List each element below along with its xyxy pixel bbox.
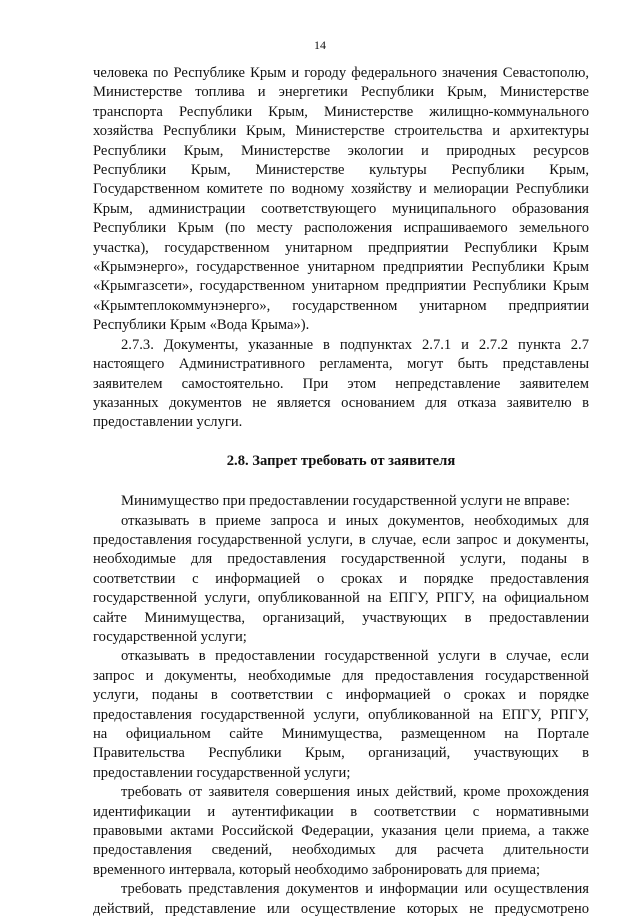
text-line: действий, представление или осуществление которых не предусмотрено xyxy=(93,900,589,917)
text-line: Республики Крым, Министерстве экологии и природных ресурсов xyxy=(93,142,589,159)
text-line: 2.7.3. Документы, указанные в подпунктах 2.7.1 и 2.7.2 пункта 2.7 xyxy=(121,336,589,353)
text-line: требовать от заявителя совершения иных действий, кроме прохождения xyxy=(121,784,589,801)
text-line: необходимые для предоставления государственной услуги, поданы в xyxy=(93,551,589,568)
text-line: на официальном сайте Минимущества, размещенном на Портале xyxy=(93,726,589,742)
text-line: человека по Республике Крым и городу федерального значения Севастополю, xyxy=(93,65,589,81)
paragraph-intro xyxy=(93,492,589,511)
text-line: предоставления государственной услуги, опубликованной на ЕПГУ, РПГУ, xyxy=(93,706,589,723)
text-line: отказывать в предоставлении государственной услуги в случае, если xyxy=(121,648,589,665)
text-line: предоставлении государственной услуги; xyxy=(93,764,351,781)
text-line: соответствии с информацией о сроках и порядке предоставления xyxy=(93,570,589,587)
text-line: идентификации и аутентификации в соответствии с нормативными xyxy=(93,803,589,820)
text-line: запрос и документы, необходимые для предоставления государственной xyxy=(93,667,589,684)
text-line: государственной услуги; xyxy=(93,628,247,645)
text-line: Крым, администрации соответствующего муниципального образования xyxy=(93,200,589,217)
text-line: указанных документов не является основанием для отказа заявителю в xyxy=(93,394,589,411)
document-body xyxy=(93,64,589,919)
paragraph-refuse-service xyxy=(93,647,589,783)
text-line: сайте Минимущества, организаций, участвующих в предоставлении xyxy=(93,609,589,626)
text-line: Республики Крым, Министерстве культуры Республики Крым, xyxy=(93,162,589,179)
text-line: государственной услуги, опубликованной на ЕПГУ, РПГУ, на официальном xyxy=(93,590,589,607)
text-line: услуги, поданы в соответствии с информацией о сроках и порядке xyxy=(93,687,589,704)
paragraph-2-7-3 xyxy=(93,336,589,433)
text-line: Республики Крым «Вода Крыма»). xyxy=(93,317,310,334)
text-line: «Крымэнерго», государственное унитарном предприятии Республики Крым xyxy=(93,259,589,276)
text-line: правовыми актами Российской Федерации, указания цели приема, а также xyxy=(93,823,589,840)
page-number: 14 xyxy=(314,38,326,52)
text-line: временного интервала, который необходимо забронировать для приема; xyxy=(93,861,541,878)
text-line: Республики Крым (по месту расположения испрашиваемого земельного xyxy=(93,220,589,237)
text-line: настоящего Административного регламента, могут быть представлены xyxy=(93,356,589,373)
paragraph-agencies-list xyxy=(93,64,589,336)
text-line: «Крымгазсети», государственном унитарном предприятии Республики Крым xyxy=(93,278,589,295)
section-heading: 2.8. Запрет требовать от заявителя xyxy=(226,452,456,469)
text-line: предоставлении услуги. xyxy=(93,414,243,431)
text-line: хозяйства Республики Крым, Министерстве строительства и архитектуры xyxy=(93,123,589,140)
text-line: участка), государственном унитарном предприятии Республики Крым xyxy=(93,239,589,256)
text-line: Минимущество при предоставлении государственной услуги не вправе: xyxy=(121,493,570,510)
text-line: требовать представления документов и информации или осуществления xyxy=(121,881,589,898)
text-line: заявителем самостоятельно. При этом непредставление заявителем xyxy=(93,375,589,392)
text-line: отказывать в приеме запроса и иных документов, необходимых для xyxy=(121,512,589,529)
text-line: предоставления сведений, необходимых для расчета длительности xyxy=(93,842,589,859)
text-line: «Крымтеплокоммунэнерго», государственном унитарном предприятии xyxy=(93,297,589,314)
text-line: транспорта Республики Крым, Министерстве жилищно-коммунального xyxy=(93,103,589,120)
text-line: Правительства Республики Крым, организаций, участвующих в xyxy=(93,745,589,762)
text-line: Министерстве топлива и энергетики Республики Крым, Министерстве xyxy=(93,84,589,101)
paragraph-require-actions xyxy=(93,783,589,880)
text-line: предоставления государственной услуги, в случае, если запрос и документы, xyxy=(93,531,589,548)
paragraph-refuse-acceptance xyxy=(93,512,589,648)
text-line: Государственном комитете по водному хозяйству и мелиорации Республики xyxy=(93,181,589,198)
